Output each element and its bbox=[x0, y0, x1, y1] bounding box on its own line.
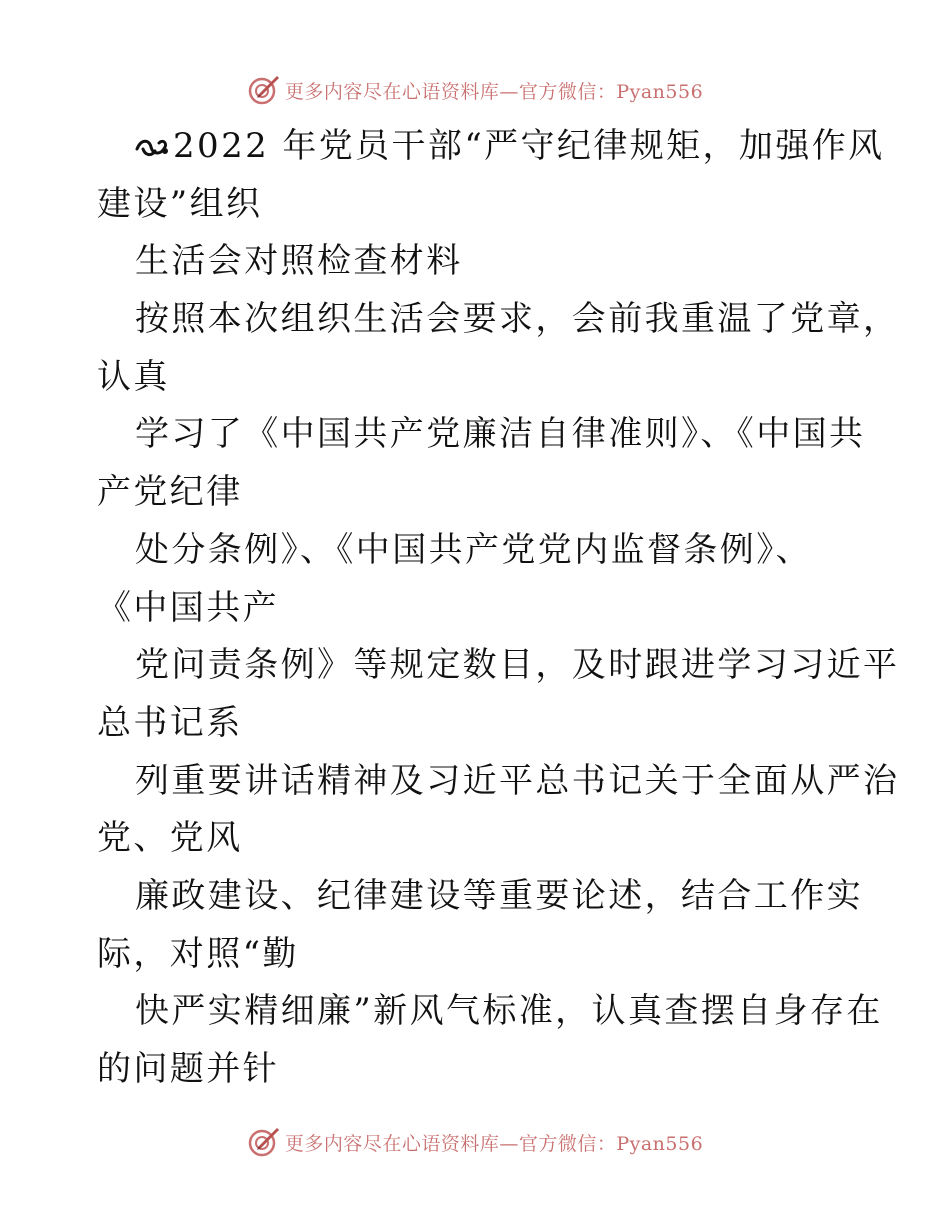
text-line bbox=[97, 464, 857, 522]
text-line bbox=[97, 406, 866, 464]
text-line bbox=[97, 522, 857, 580]
text-line bbox=[97, 233, 857, 291]
text-line bbox=[97, 926, 857, 984]
document-title-line bbox=[97, 118, 885, 176]
line-text: 的问题并针 bbox=[97, 1049, 279, 1089]
line-text: 党、党风 bbox=[97, 818, 243, 859]
line-text: 快严实精细廉”新风气标准，认真查摆自身存在 bbox=[135, 991, 883, 1032]
line-text: 2022 年党员干部“严守纪律规矩，加强作风 bbox=[173, 126, 885, 166]
watermark-text: 更多内容尽在心语资料库—官方微信：Pyan556 bbox=[284, 80, 704, 103]
pen-logo-icon bbox=[247, 73, 281, 107]
text-line bbox=[97, 580, 857, 638]
line-text: 按照本次组织生活会要求，会前我重温了党章， bbox=[135, 299, 900, 340]
text-line bbox=[97, 1041, 857, 1099]
line-text: 《中国共产 bbox=[97, 587, 279, 628]
watermark-text: 更多内容尽在心语资料库—官方微信：Pyan556 bbox=[284, 1132, 704, 1155]
line-text: 际，对照“勤 bbox=[97, 933, 299, 974]
line-text: 处分条例》、《中国共产党党内监督条例》、 bbox=[135, 529, 812, 570]
text-line bbox=[97, 868, 863, 926]
document-body bbox=[97, 118, 900, 1099]
text-line bbox=[97, 695, 857, 753]
ornament-icon bbox=[135, 135, 171, 159]
text-line bbox=[97, 176, 857, 234]
line-text: 产党纪律 bbox=[97, 472, 243, 513]
line-text: 生活会对照检查材料 bbox=[135, 241, 463, 282]
watermark-header bbox=[0, 70, 950, 110]
line-text: 党问责条例》等规定数目，及时跟进学习习近平 bbox=[135, 645, 900, 686]
watermark-footer bbox=[0, 1122, 950, 1162]
text-line bbox=[97, 983, 883, 1041]
pen-logo-icon bbox=[247, 1125, 281, 1159]
text-line bbox=[97, 637, 900, 695]
text-line bbox=[97, 753, 900, 811]
line-text: 学习了《中国共产党廉洁自律准则》、《中国共 bbox=[135, 414, 866, 455]
text-line bbox=[97, 810, 857, 868]
line-text: 列重要讲话精神及习近平总书记关于全面从严治 bbox=[135, 760, 900, 801]
line-text: 认真 bbox=[97, 356, 170, 397]
line-text: 建设”组织 bbox=[97, 183, 263, 224]
text-line bbox=[97, 349, 857, 407]
line-text: 总书记系 bbox=[97, 702, 243, 743]
text-line bbox=[97, 291, 900, 349]
line-text: 廉政建设、纪律建设等重要论述，结合工作实 bbox=[135, 875, 863, 916]
